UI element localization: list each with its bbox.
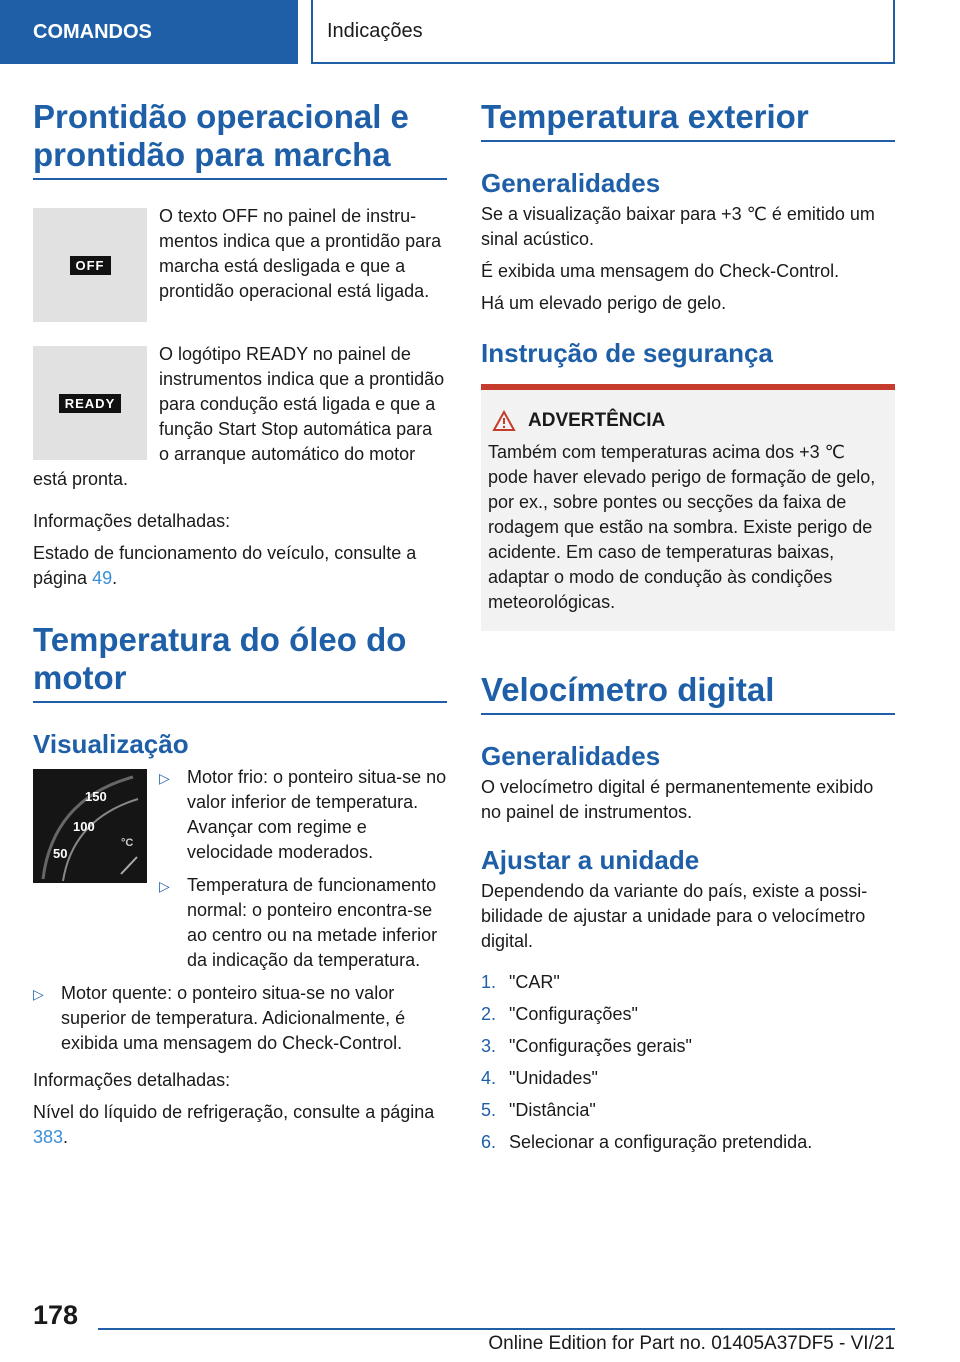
safety-title: Instrução de segurança bbox=[481, 338, 773, 368]
section-tab bbox=[0, 0, 298, 64]
left-column bbox=[33, 98, 447, 1157]
off-indicator-image bbox=[33, 208, 147, 322]
step-number: 5. bbox=[481, 1100, 497, 1120]
oil-info-end: . bbox=[63, 1127, 69, 1147]
warning-text: Também com temperaturas acima dos +3 ℃ pode haver elevado perigo de formação de gelo, por ex., sobre pontes ou secções da faixa de rodagem que estão na sombra. Existe perigo de acidente. Em caso de temperaturas baixas, adaptar o modo de condução às condições meteorológicas. bbox=[488, 442, 876, 612]
list-item bbox=[481, 1130, 895, 1155]
page-link-49[interactable]: 49 bbox=[92, 568, 113, 588]
exterior-p2: É exibida uma mensagem do Check-Control. bbox=[481, 261, 840, 281]
unit-title: Ajustar a unidade bbox=[481, 845, 700, 875]
triangle-bullet-icon: ▷ bbox=[33, 986, 44, 1002]
warning-triangle-icon bbox=[492, 410, 516, 432]
footer-divider bbox=[98, 1328, 895, 1330]
steps-list bbox=[481, 970, 895, 1155]
off-text: O texto OFF no painel de instrumentos indica que a prontidão para marcha está desligada e que a prontidão operacional está ligada. bbox=[159, 206, 442, 301]
step-number: 3. bbox=[481, 1036, 497, 1056]
step-text: "Distância" bbox=[509, 1100, 596, 1120]
step-text: "Unidades" bbox=[509, 1068, 598, 1088]
bullet-text: Temperatura de funcionamento normal: o ponteiro encontra-se ao centro ou na metade inferior da indicação da temperatura. bbox=[187, 875, 438, 970]
off-chip: OFF bbox=[70, 256, 111, 275]
oil-subtitle: Visualização bbox=[33, 729, 189, 759]
speedo-title: Velocímetro digital bbox=[481, 671, 895, 715]
off-block bbox=[33, 204, 447, 328]
bullet-text: Motor frio: o ponteiro situa-se no valor inferior de temperatura. Avançar com regime e velocidade moderados. bbox=[187, 767, 447, 862]
speedo-general-title: Generalidades bbox=[481, 741, 661, 771]
readiness-info bbox=[33, 541, 447, 591]
oil-title: Temperatura do óleo do motor bbox=[33, 621, 447, 703]
page-number: 178 bbox=[33, 1300, 79, 1330]
oil-info-label: Informações detalhadas: bbox=[33, 1070, 231, 1090]
oil-info-text: Nível do líquido de refrigeração, consulte a página bbox=[33, 1102, 435, 1122]
edition-text: Online Edition for Part no. 01405A37DF5 - VI/21 bbox=[488, 1333, 895, 1354]
readiness-title: Prontidão operacional e prontidão para marcha bbox=[33, 98, 447, 180]
oil-bullets-inner bbox=[159, 765, 447, 973]
step-text: Selecionar a configuração pretendida. bbox=[509, 1132, 813, 1152]
chapter-label: Indicações bbox=[327, 19, 423, 42]
gauge-label-100: 100 bbox=[73, 819, 95, 834]
list-item bbox=[159, 873, 447, 973]
list-item bbox=[481, 1066, 895, 1091]
list-item bbox=[481, 1002, 895, 1027]
gauge-label-50: 50 bbox=[53, 846, 68, 861]
oil-gauge-image bbox=[33, 769, 147, 883]
ready-text: O logótipo READY no painel de instrumentos indica que a prontidão para condução está ligada e que a função Start Stop automática para o arranque automático do motor está pronta. bbox=[33, 344, 445, 489]
gauge-unit: °C bbox=[121, 837, 134, 849]
list-item bbox=[481, 1034, 895, 1059]
step-number: 4. bbox=[481, 1068, 497, 1088]
triangle-bullet-icon: ▷ bbox=[159, 878, 170, 894]
step-number: 2. bbox=[481, 1004, 497, 1024]
bullet-text: Motor quente: o ponteiro situa-se no valor superior de temperatura. Adicionalmente, é exibida uma mensagem do Check-Control. bbox=[61, 983, 406, 1053]
step-text: "Configurações gerais" bbox=[509, 1036, 692, 1056]
oil-info bbox=[33, 1100, 447, 1150]
right-column bbox=[481, 98, 895, 1162]
triangle-bullet-icon: ▷ bbox=[159, 770, 170, 786]
exterior-p1: Se a visualização baixar para +3 ℃ é emitido um sinal acústico. bbox=[481, 204, 875, 249]
gauge-label-150: 150 bbox=[85, 789, 107, 804]
step-text: "Configurações" bbox=[509, 1004, 638, 1024]
section-label: COMANDOS bbox=[33, 20, 152, 43]
warning-header bbox=[488, 410, 888, 432]
step-text: "CAR" bbox=[509, 972, 560, 992]
list-item bbox=[159, 765, 447, 865]
step-number: 1. bbox=[481, 972, 497, 992]
step-number: 6. bbox=[481, 1132, 497, 1152]
readiness-info-end: . bbox=[112, 568, 118, 588]
exterior-p3: Há um elevado perigo de gelo. bbox=[481, 293, 727, 313]
ready-block bbox=[33, 342, 447, 499]
list-item bbox=[33, 981, 447, 1056]
unit-text: Dependendo da variante do país, existe a possibilidade de ajustar a unidade para o velocímetro digital. bbox=[481, 881, 868, 951]
speedo-general-text: O velocímetro digital é permanentemente exibido no painel de instrumentos. bbox=[481, 777, 874, 822]
oil-gauge-block bbox=[33, 765, 447, 981]
ready-chip: READY bbox=[59, 394, 122, 413]
readiness-info-label: Informações detalhadas: bbox=[33, 511, 231, 531]
readiness-info-text: Estado de funcionamento do veículo, consulte a página bbox=[33, 543, 417, 588]
chapter-tab bbox=[311, 0, 895, 64]
list-item bbox=[481, 1098, 895, 1123]
exterior-general-title: Generalidades bbox=[481, 168, 661, 198]
page-link-383[interactable]: 383 bbox=[33, 1127, 64, 1147]
warning-label: ADVERTÊNCIA bbox=[528, 410, 666, 431]
list-item bbox=[481, 970, 895, 995]
ready-indicator-image bbox=[33, 346, 147, 460]
warning-box bbox=[481, 384, 895, 631]
exterior-title: Temperatura exterior bbox=[481, 98, 895, 142]
